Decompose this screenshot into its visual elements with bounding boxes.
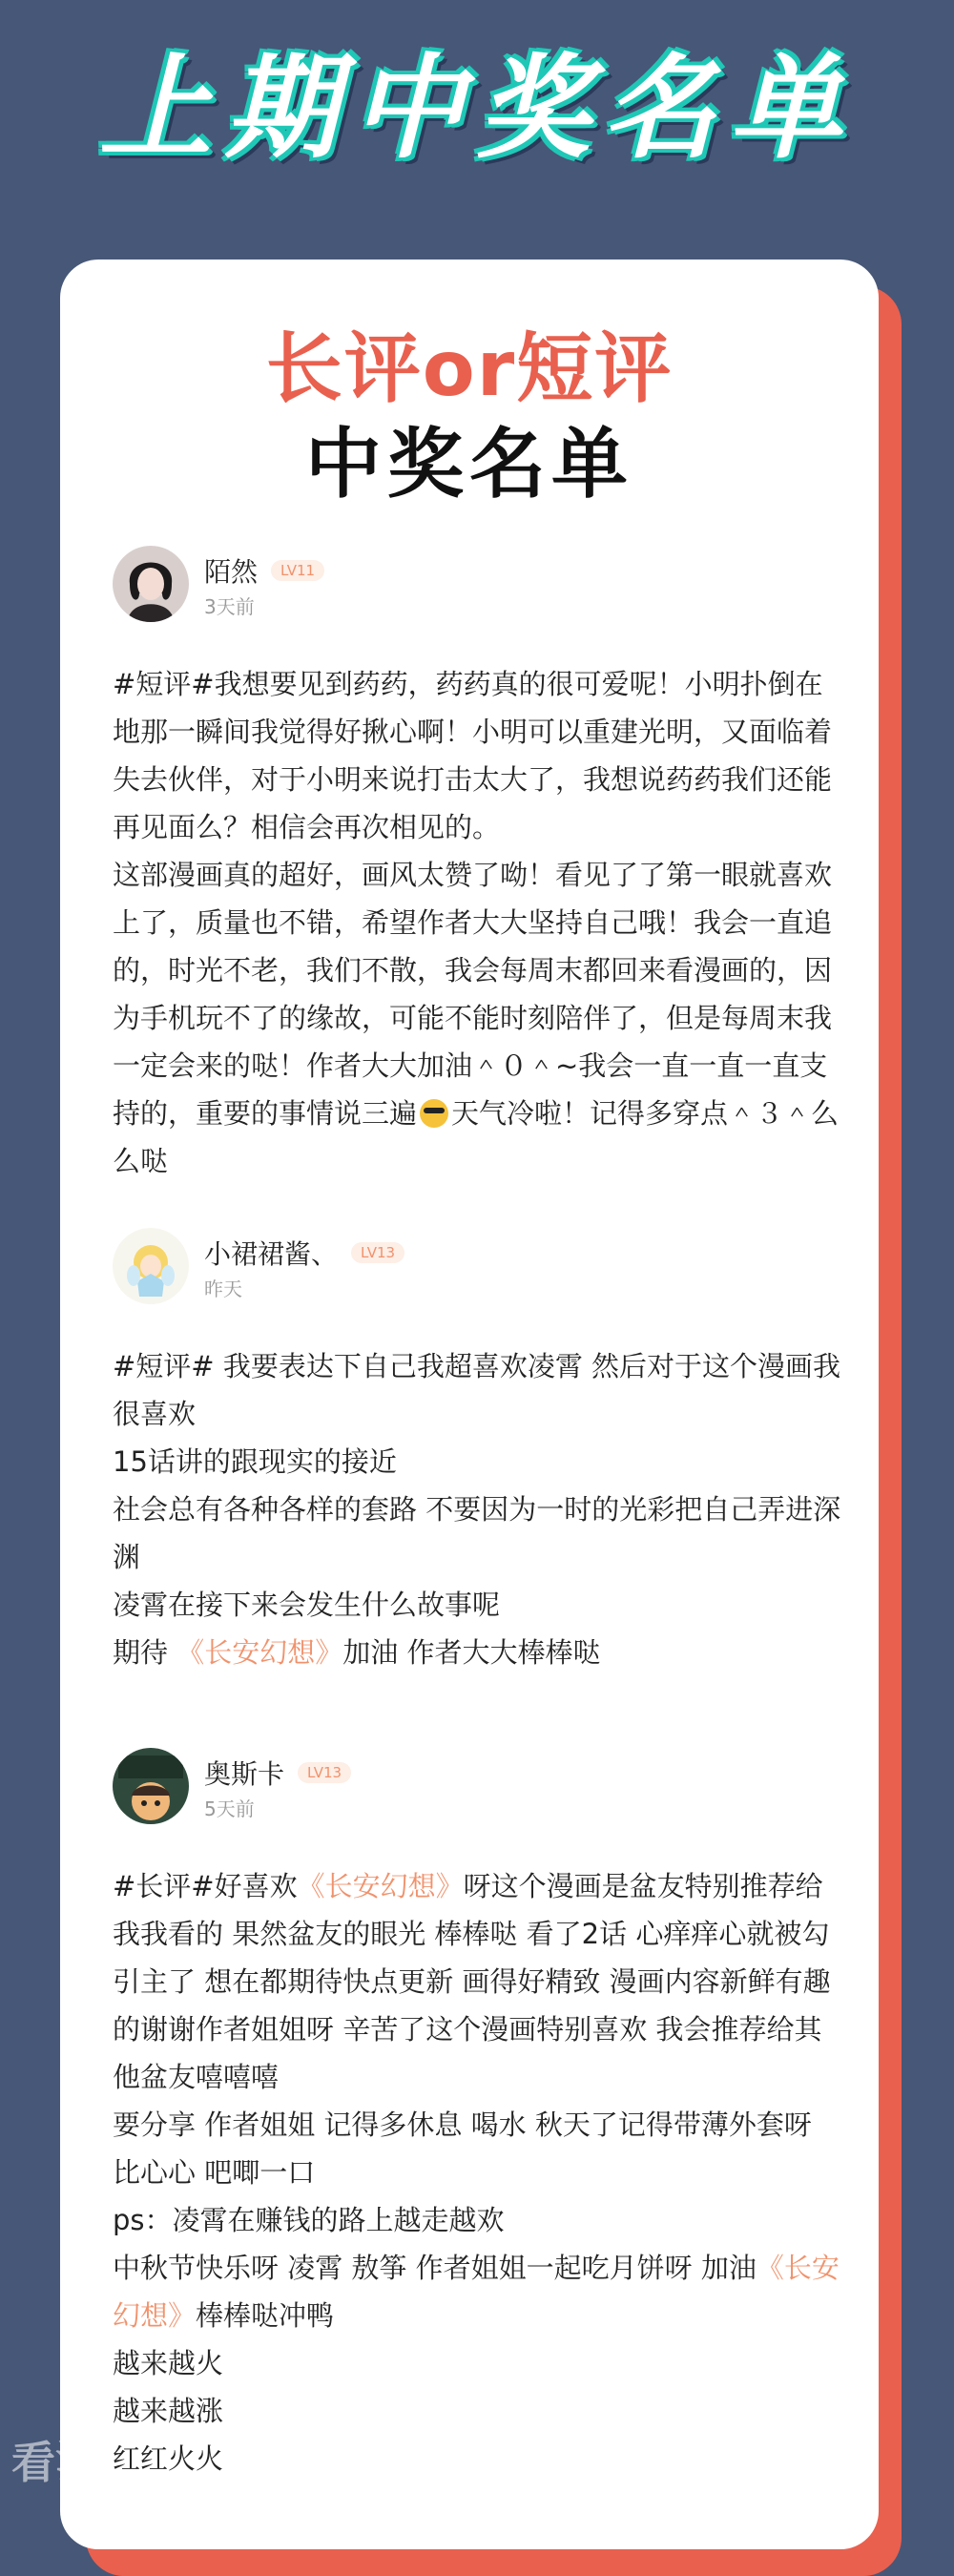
page-banner-title: 上期中奖名单: [98, 42, 855, 174]
username[interactable]: [204, 1754, 351, 1792]
level-badge: LV11: [271, 560, 324, 581]
comment-line: ps：凌霄在赚钱的路上越走越欢: [113, 2204, 505, 2236]
comment-item: [113, 1748, 847, 2483]
comment-line: 期待 《长安幻想》加油 作者大大棒棒哒: [113, 1636, 601, 1669]
username[interactable]: [204, 551, 324, 590]
manga-title-link[interactable]: 《长安幻想》: [297, 1870, 464, 1902]
comment-line: 越来越火: [113, 2347, 224, 2379]
comment-body: [113, 1862, 847, 2483]
comment-line: 中秋节快乐呀 凌霄 敖筝 作者姐姐一起吃月饼呀 加油《长安幻想》棒棒哒冲鸭: [113, 2252, 840, 2332]
comment-body: [113, 1342, 847, 1676]
comment-time: 3天前: [204, 595, 255, 618]
comment-line: 红红火火: [113, 2442, 224, 2475]
manga-title-link[interactable]: 《长安幻想》: [113, 2252, 840, 2332]
comment-item: [113, 546, 847, 1185]
comment-line: 社会总有各种各样的套路 不要因为一时的光彩把自己弄进深渊: [113, 1493, 841, 1573]
username-text[interactable]: 奥斯卡: [204, 1758, 285, 1790]
card-title-review-type: 长评or短评: [265, 324, 674, 413]
user-avatar[interactable]: [113, 1748, 189, 1824]
username-text[interactable]: 陌然: [204, 556, 259, 588]
comment-line: #长评#好喜欢《长安幻想》呀这个漫画是盆友特别推荐给我我看的 果然盆友的眼光 棒棒哒 看了2话 心痒痒心就被勾引主了 想在都期待快点更新 画得好精致 漫画内容新鲜有趣的谢谢作者姐姐呀 辛苦了这个漫画特别喜欢 我会推荐给其他盆友嘻嘻嘻: [113, 1870, 831, 2093]
card-title-winners: 中奖名单: [305, 420, 633, 509]
comment-body: [113, 660, 847, 1185]
comment-line: 要分享 作者姐姐 记得多休息 喝水 秋天了记得带薄外套呀 比心心 吧唧一口: [113, 2109, 812, 2189]
comment-line: 这部漫画真的超好，画风太赞了呦！看见了了第一眼就喜欢上了，质量也不错，希望作者大大坚持自己哦！我会一直追的，时光不老，我们不散，我会每周末都回来看漫画的，因为手机玩不了的缘故，可能不能时刻陪伴了，但是每周末我一定会来的哒！作者大大加油＾０＾~我会一直一直一直支持的，重要的事情说三遍 天气冷啦！记得多穿点＾３＾么么哒: [113, 859, 840, 1177]
comment-line: 凌霄在接下来会发生什么故事呢: [113, 1589, 501, 1621]
comment-time: 昨天: [204, 1278, 242, 1300]
level-badge: LV13: [298, 1762, 351, 1783]
comment-time: 5天前: [204, 1797, 255, 1820]
user-avatar[interactable]: [113, 546, 189, 622]
username[interactable]: [204, 1234, 404, 1272]
user-avatar[interactable]: [113, 1228, 189, 1304]
comment-item: [113, 1228, 847, 1676]
level-badge: LV13: [351, 1242, 404, 1263]
watermark-logo: 看漫: [11, 2437, 99, 2488]
comment-line: #短评#我想要见到药药，药药真的很可爱呢！小明扑倒在地那一瞬间我觉得好揪心啊！小明可以重建光明，又面临着失去伙伴，对于小明来说打击太大了，我想说药药我们还能再见面么？相信会再次相见的。: [113, 668, 833, 843]
sweat-emoji-icon: [420, 1099, 448, 1128]
comment-line: #短评# 我要表达下自己我超喜欢凌霄 然后对于这个漫画我很喜欢: [113, 1350, 841, 1430]
username-text[interactable]: 小裙裙酱、: [204, 1238, 339, 1270]
winners-card: [60, 260, 879, 2549]
manga-title-link[interactable]: 《长安幻想》: [176, 1636, 343, 1669]
comment-line: 15话讲的跟现实的接近: [113, 1445, 397, 1478]
comment-line: 越来越涨: [113, 2395, 224, 2427]
